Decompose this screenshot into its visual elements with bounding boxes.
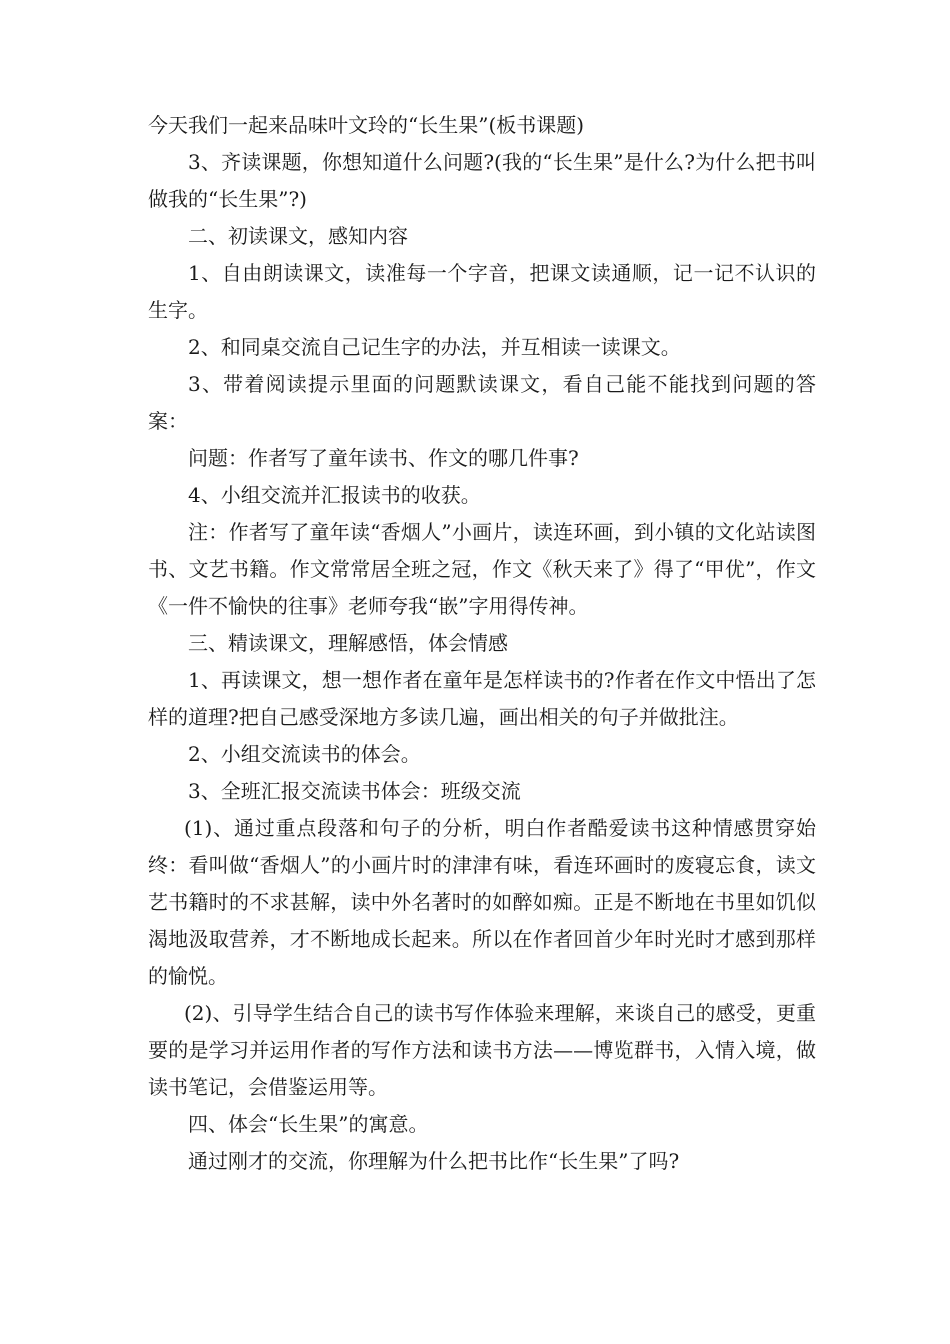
paragraph-step-4: 4、小组交流并汇报读书的收获。 <box>188 483 481 507</box>
paragraph-step-2: 2、和同桌交流自己记生字的办法，并互相读一读课文。 <box>188 335 681 359</box>
paragraph-intro: 今天我们一起来品味叶文玲的“长生果”(板书课题) <box>148 113 585 137</box>
paragraph-note: 注：作者写了童年读“香烟人”小画片，读连环画，到小镇的文化站读图书、文艺书籍。作文常常居全班之冠，作文《秋天来了》得了“甲优”，作文《一件不愉快的往事》老师夸我“嵌”字用得传神。 <box>148 520 816 618</box>
paragraph-group-discussion: 2、小组交流读书的体会。 <box>188 742 421 766</box>
paragraph-analysis-2: (2)、引导学生结合自己的读书写作体验来理解，来谈自己的感受，更重要的是学习并运用作者的写作方法和读书方法——博览群书，入情入境，做读书笔记，会借鉴运用等。 <box>148 1001 816 1099</box>
paragraph-step-1: 1、自由朗读课文，读准每一个字音，把课文读通顺，记一记不认识的生字。 <box>148 261 816 322</box>
paragraph-analysis-1: (1)、通过重点段落和句子的分析，明白作者酷爱读书这种情感贯穿始终：看叫做“香烟人”的小画片时的津津有味，看连环画时的废寝忘食，读文艺书籍时的不求甚解，读中外名著时的如醉如痴。正是不断地在书里如饥似渴地汲取营养，才不断地成长起来。所以在作者回首少年时光时才感到那样的愉悦。 <box>148 816 816 988</box>
paragraph-class-report: 3、全班汇报交流读书体会：班级交流 <box>188 779 521 803</box>
paragraph-question: 3、齐读课题，你想知道什么问题?(我的“长生果”是什么?为什么把书叫做我的“长生果”?) <box>148 150 816 211</box>
paragraph-reread: 1、再读课文，想一想作者在童年是怎样读书的?作者在作文中悟出了怎样的道理?把自己感受深地方多读几遍，画出相关的句子并做批注。 <box>148 668 816 729</box>
section-heading-first-reading: 二、初读课文，感知内容 <box>188 224 408 248</box>
section-heading-meaning: 四、体会“长生果”的寓意。 <box>188 1112 429 1136</box>
paragraph-problem: 问题：作者写了童年读书、作文的哪几件事? <box>188 446 579 470</box>
document-body <box>148 107 816 1180</box>
paragraph-closing-question: 通过刚才的交流，你理解为什么把书比作“长生果”了吗? <box>188 1149 680 1173</box>
paragraph-step-3: 3、带着阅读提示里面的问题默读课文，看自己能不能找到问题的答案： <box>148 372 816 433</box>
section-heading-close-reading: 三、精读课文，理解感悟，体会情感 <box>188 631 508 655</box>
